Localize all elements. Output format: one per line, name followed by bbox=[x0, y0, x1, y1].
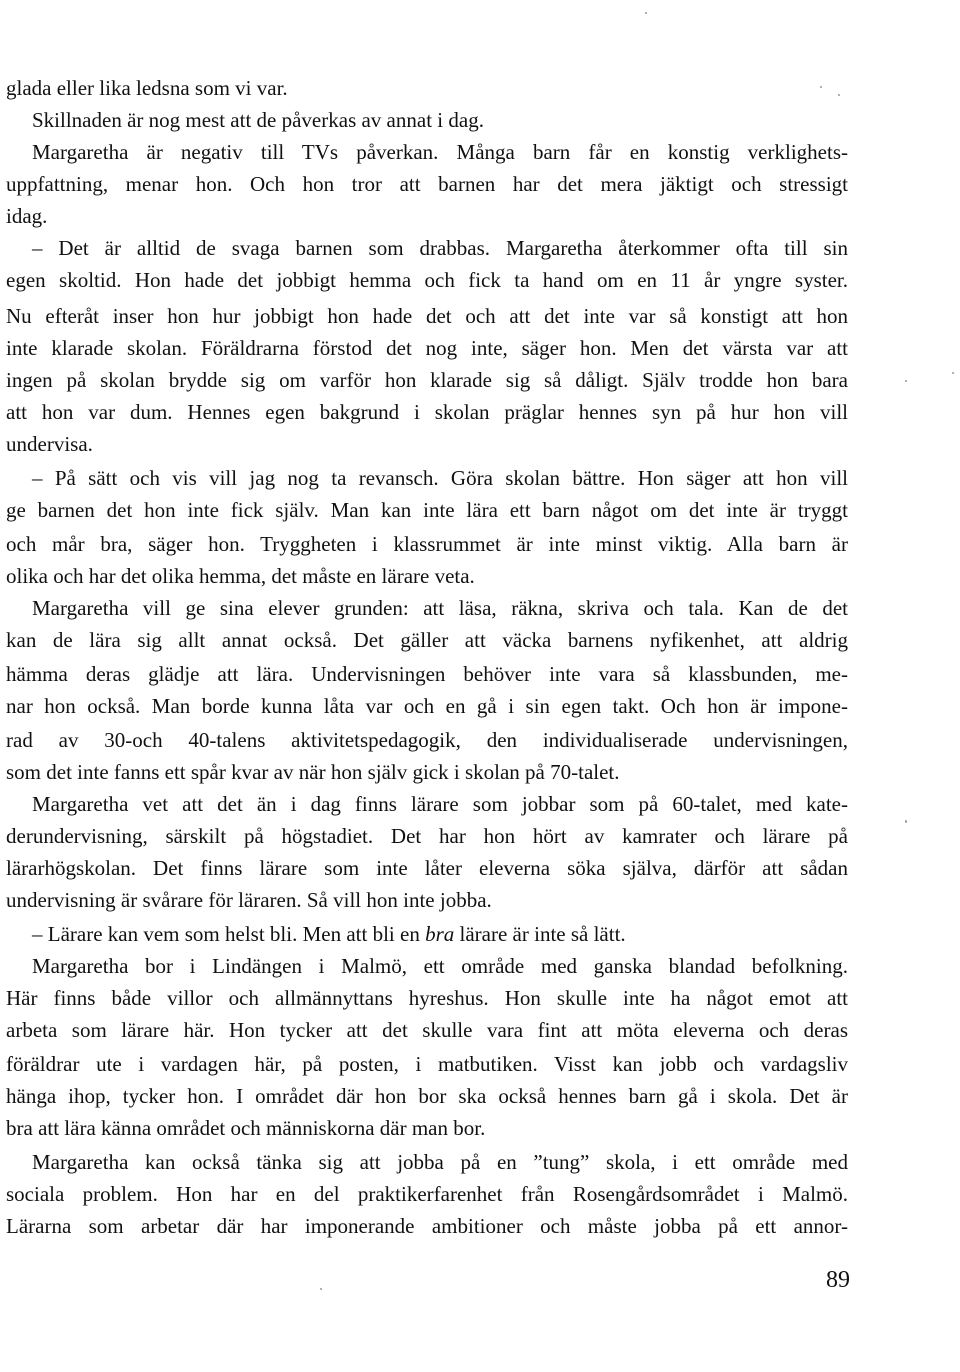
text-line: idag. bbox=[6, 204, 48, 228]
text-line: glada eller lika ledsna som vi var. bbox=[6, 76, 288, 100]
text-line: rad av 30-och 40-talens aktivitetspedagogik, den individualiserade undervisningen, bbox=[6, 728, 848, 752]
text-line: Margaretha är negativ till TVs påverkan. Många barn får en konstig verklighets- bbox=[32, 140, 848, 164]
text-line: egen skoltid. Hon hade det jobbigt hemma och fick ta hand om en 11 år yngre syster. bbox=[6, 268, 848, 292]
text-line: sociala problem. Hon har en del praktikerfarenhet från Rosengårdsområdet i Malmö. bbox=[6, 1182, 848, 1206]
text-line: Skillnaden är nog mest att de påverkas av annat i dag. bbox=[32, 108, 484, 132]
scan-speck bbox=[952, 372, 954, 374]
text-segment: lärare är inte så lätt. bbox=[454, 922, 626, 946]
text-segment: – Lärare kan vem som helst bli. Men att bli en bbox=[32, 922, 426, 946]
text-line: som det inte fanns ett spår kvar av när hon själv gick i skolan på 70-talet. bbox=[6, 760, 620, 784]
text-line: och mår bra, säger hon. Tryggheten i klassrummet är inte minst viktig. Alla barn är bbox=[6, 532, 848, 556]
text-line: inte klarade skolan. Föräldrarna förstod det nog inte, säger hon. Men det värsta var att bbox=[6, 336, 848, 360]
text-line: derundervisning, särskilt på högstadiet. Det har hon hört av kamrater och lärare på bbox=[6, 824, 848, 848]
text-line: – På sätt och vis vill jag nog ta revansch. Göra skolan bättre. Hon säger att hon vill bbox=[32, 466, 848, 490]
text-line: olika och har det olika hemma, det måste en lärare veta. bbox=[6, 564, 475, 588]
text-line: undervisning är svårare för läraren. Så vill hon inte jobba. bbox=[6, 888, 492, 912]
text-line: Margaretha vill ge sina elever grunden: att läsa, räkna, skriva och tala. Kan de det bbox=[32, 596, 848, 620]
text-line: arbeta som lärare här. Hon tycker att det skulle vara fint att möta eleverna och deras bbox=[6, 1018, 848, 1042]
scan-speck bbox=[905, 820, 907, 823]
text-line: Margaretha kan också tänka sig att jobba på en ”tung” skola, i ett område med bbox=[32, 1150, 848, 1174]
text-line: uppfattning, menar hon. Och hon tror att barnen har det mera jäktigt och stressigt bbox=[6, 172, 848, 196]
text-line: Nu efteråt inser hon hur jobbigt hon hade det och att det inte var så konstigt att hon bbox=[6, 304, 848, 328]
text-line: – Det är alltid de svaga barnen som drabbas. Margaretha återkommer ofta till sin bbox=[32, 236, 848, 260]
emphasized-word: bra bbox=[425, 922, 455, 946]
text-line: Margaretha bor i Lindängen i Malmö, ett område med ganska blandad befolkning. bbox=[32, 954, 848, 978]
text-line: hämma deras glädje att lära. Undervisningen behöver inte vara så klassbunden, me- bbox=[6, 662, 848, 686]
text-line: undervisa. bbox=[6, 432, 93, 456]
text-line: att hon var dum. Hennes egen bakgrund i skolan präglar hennes syn på hur hon vill bbox=[6, 400, 848, 424]
text-line: lärarhögskolan. Det finns lärare som inte låter eleverna söka själva, därför att sådan bbox=[6, 856, 848, 880]
text-line: kan de lära sig allt annat också. Det gäller att väcka barnens nyfikenhet, att aldrig bbox=[6, 628, 848, 652]
text-line: Här finns både villor och allmännyttans hyreshus. Hon skulle inte ha något emot att bbox=[6, 986, 848, 1010]
page-number: 89 bbox=[826, 1267, 850, 1293]
scan-speck bbox=[905, 380, 907, 382]
text-line: bra att lära känna området och människorna där man bor. bbox=[6, 1116, 486, 1140]
scan-speck bbox=[320, 1288, 322, 1290]
text-line: hänga ihop, tycker hon. I området där hon bor ska också hennes barn gå i skola. Det är bbox=[6, 1084, 848, 1108]
text-line: Margaretha vet att det än i dag finns lärare som jobbar som på 60-talet, med kate- bbox=[32, 792, 848, 816]
text-line: nar hon också. Man borde kunna låta var och en gå i sin egen takt. Och hon är impone- bbox=[6, 694, 848, 718]
text-line: ingen på skolan brydde sig om varför hon klarade sig så dåligt. Själv trodde hon bara bbox=[6, 368, 848, 392]
scan-speck bbox=[820, 86, 822, 88]
scan-speck bbox=[838, 94, 840, 96]
text-line: föräldrar ute i vardagen här, på posten, i matbutiken. Visst kan jobb och vardagsliv bbox=[6, 1052, 848, 1076]
text-line bbox=[6, 918, 848, 950]
text-line: ge barnen det hon inte fick själv. Man kan inte lära ett barn något om det inte är tryggt bbox=[6, 498, 848, 522]
scan-speck bbox=[645, 12, 647, 14]
text-line: Lärarna som arbetar där har imponerande ambitioner och måste jobba på ett annor- bbox=[6, 1214, 848, 1238]
